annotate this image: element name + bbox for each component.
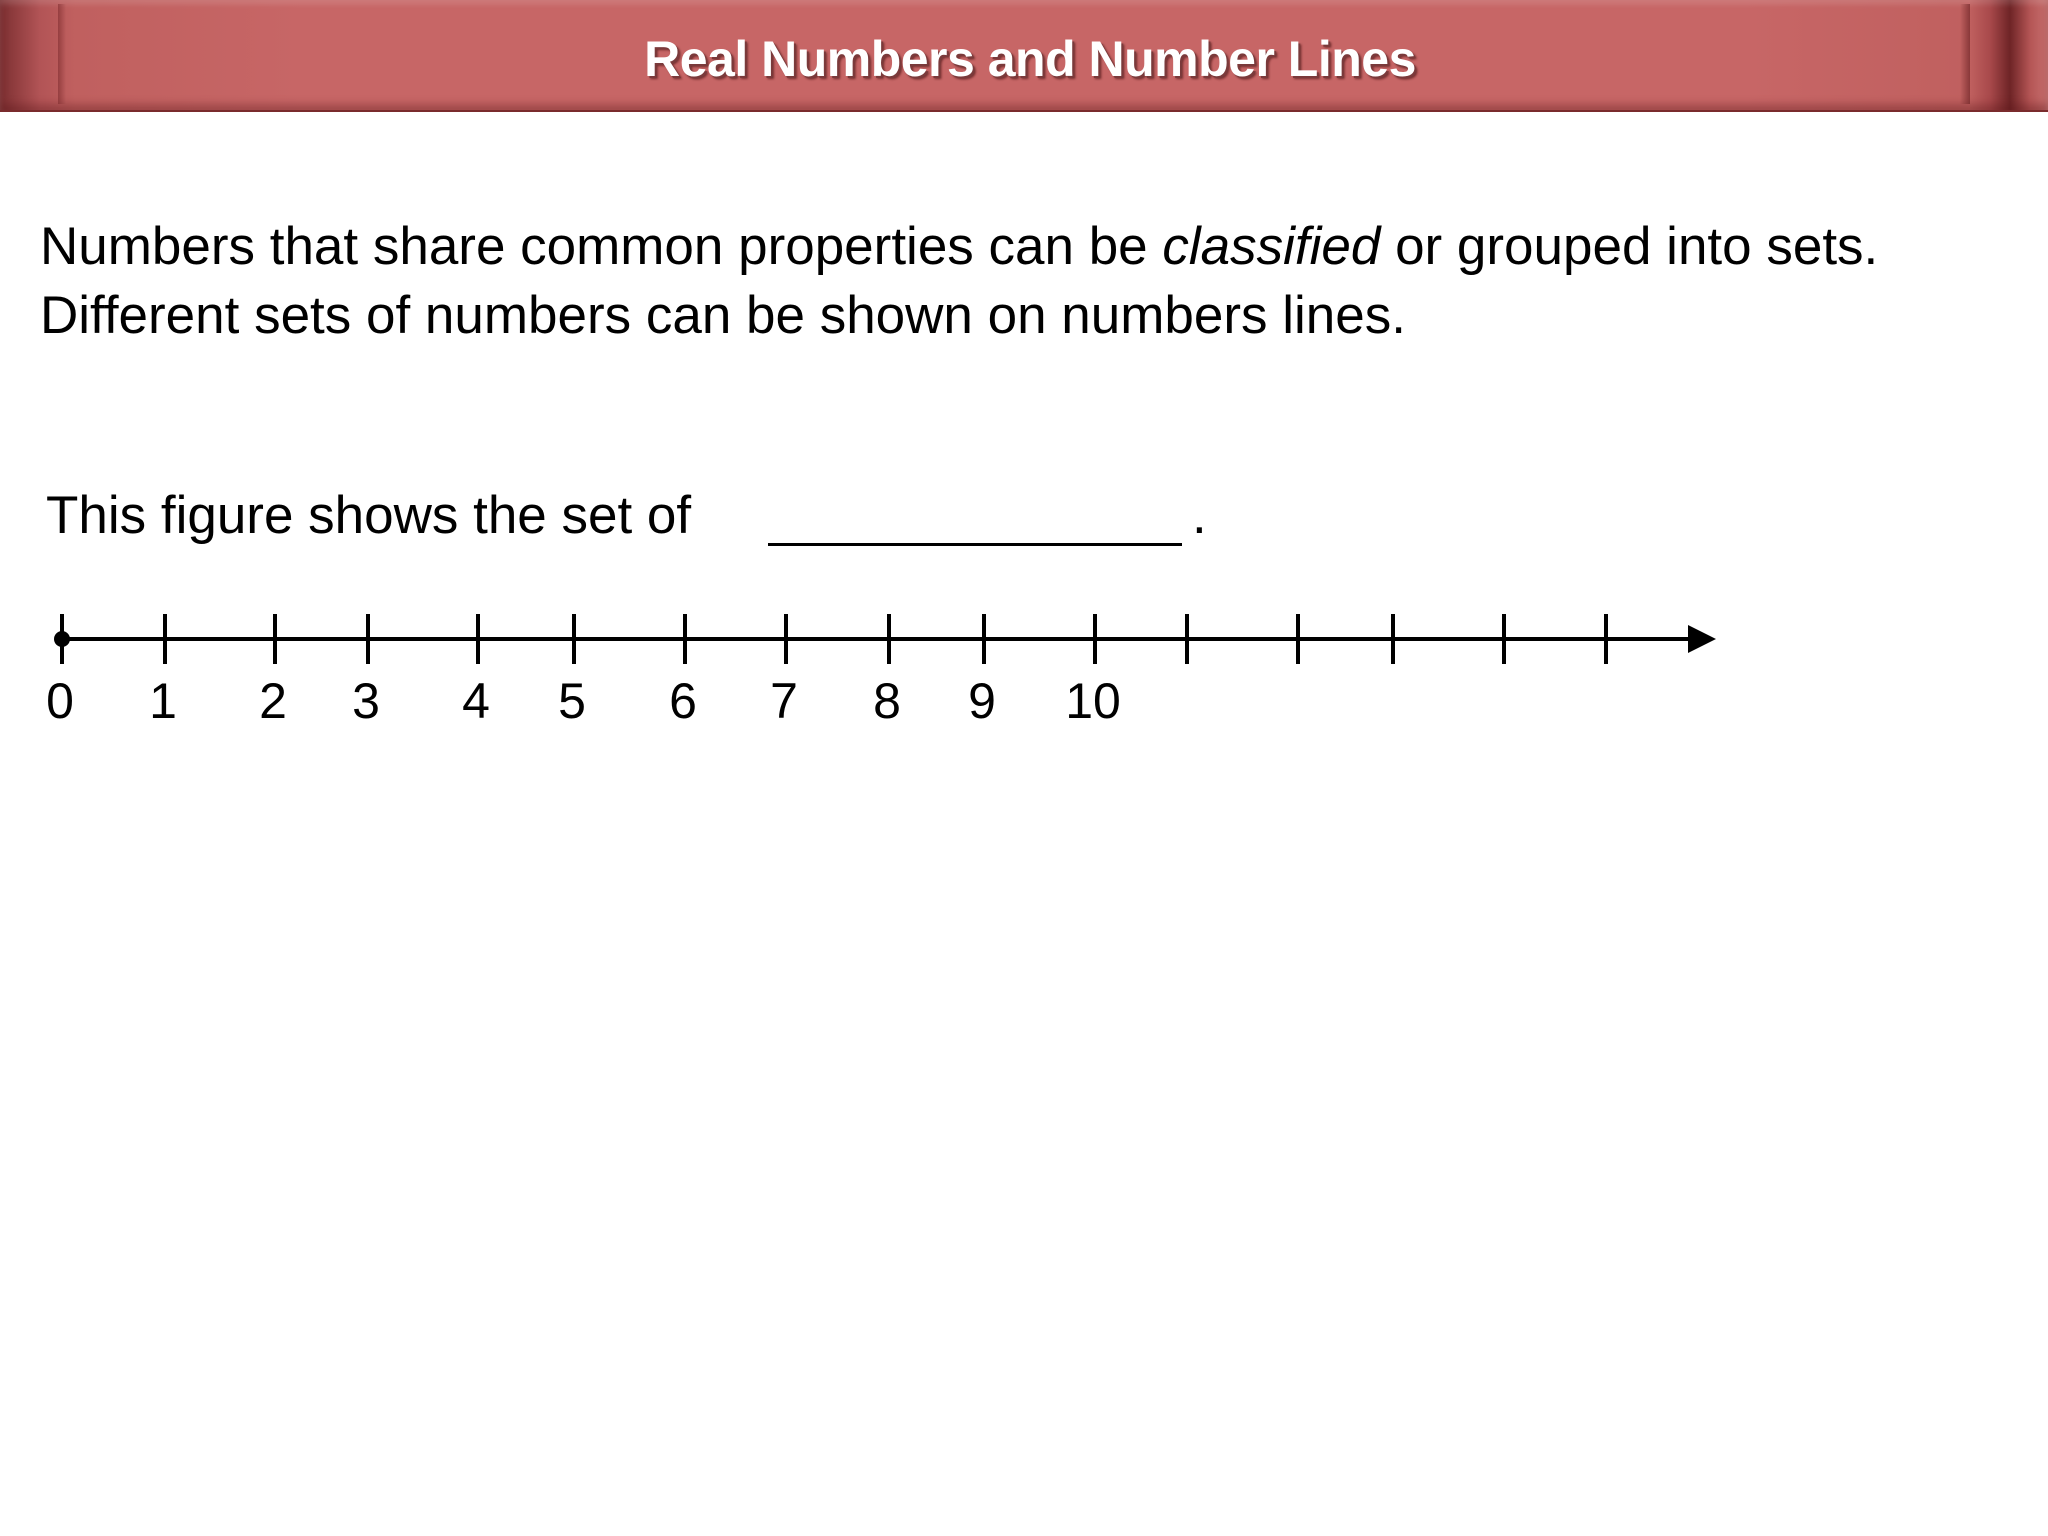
number-line-label: 1 [149, 673, 177, 729]
number-line-label: 0 [46, 673, 74, 729]
intro-line-1-end: or grouped into sets. [1380, 217, 1879, 276]
intro-line-2: Different sets of numbers can be shown on numbers lines. [40, 286, 1406, 345]
intro-line-1-start: Numbers that share common properties can be [40, 217, 1163, 276]
slide-title: Real Numbers and Number Lines [644, 31, 1416, 87]
question-period: . [1192, 486, 1207, 545]
number-line-label: 3 [352, 673, 380, 729]
number-line-label: 9 [968, 673, 996, 729]
number-line-label: 6 [669, 673, 697, 729]
title-bar [0, 0, 2048, 112]
number-line-label: 5 [558, 673, 586, 729]
intro-paragraph [40, 212, 2030, 350]
number-line-arrowhead [1688, 625, 1716, 653]
question-prompt: This figure shows the set of [46, 486, 692, 545]
intro-emphasis-word: classified [1162, 217, 1381, 276]
number-line-label: 8 [873, 673, 901, 729]
number-line-labels [46, 673, 1121, 729]
number-line-label: 2 [259, 673, 287, 729]
number-line [0, 590, 1740, 740]
number-line-label: 7 [770, 673, 798, 729]
intro-line-1 [40, 212, 2030, 281]
number-line-label: 4 [462, 673, 490, 729]
answer-blank [768, 543, 1182, 546]
number-line-label: 10 [1065, 673, 1121, 729]
